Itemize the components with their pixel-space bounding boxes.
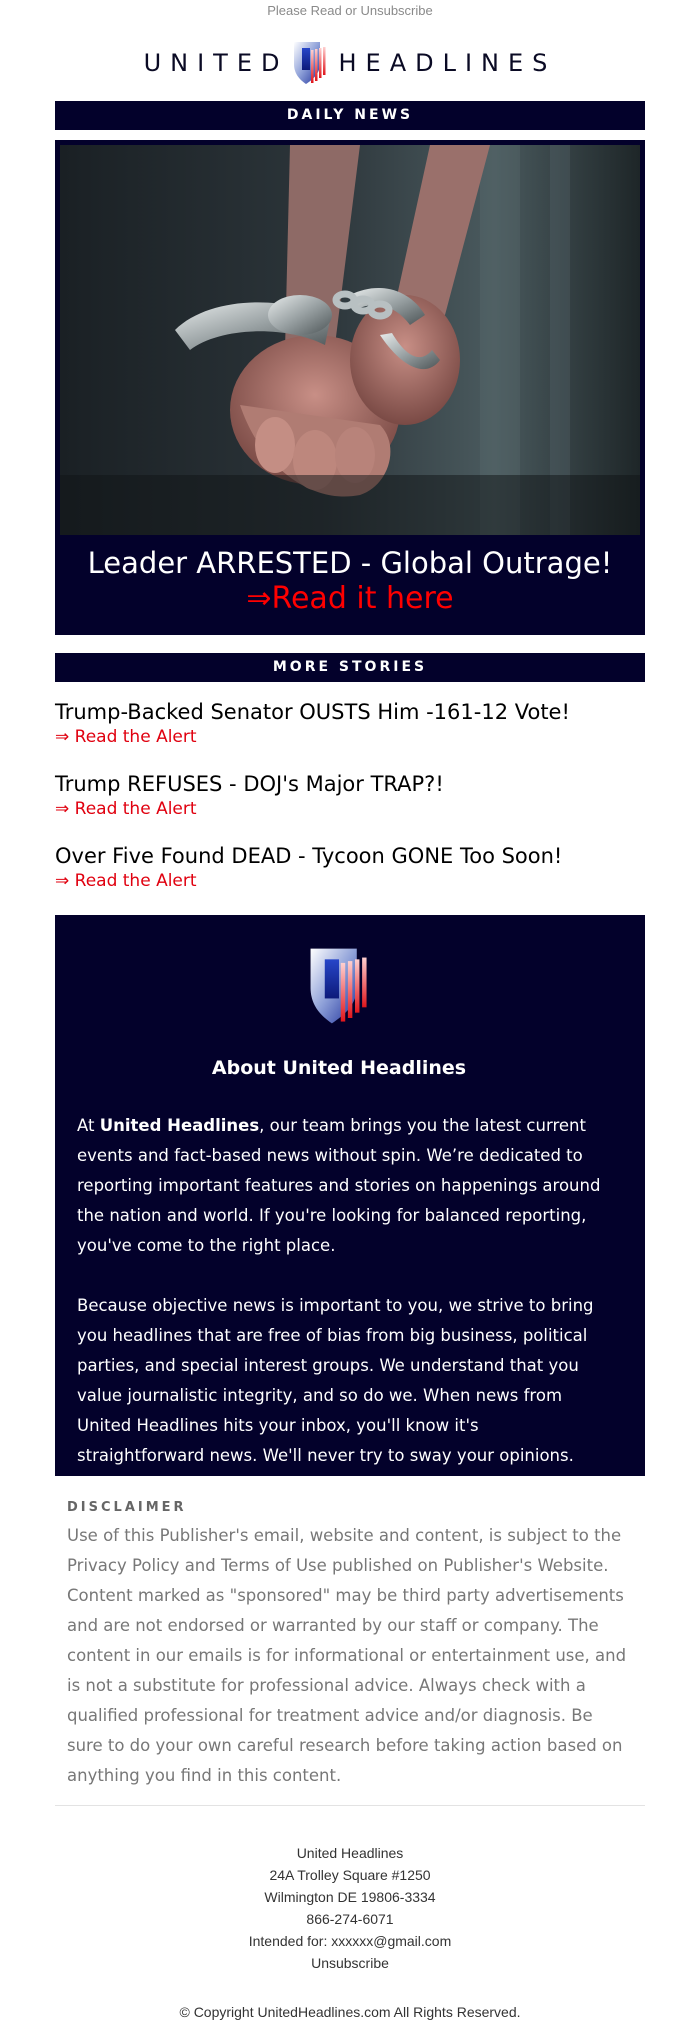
hero-headline[interactable]: Leader ARRESTED - Global Outrage! [87, 546, 613, 580]
email-body [55, 101, 645, 2020]
story-title[interactable]: Trump REFUSES - DOJ's Major TRAP?! [55, 772, 444, 796]
list-item [55, 771, 645, 820]
about-paragraph-2: Because objective news is important to you, we strive to bring you headlines that are free of bias from big business, political parties, and special interest groups. We understand that you value journalistic integrity, and so do we. When news from United Headlines hits your inbox, you'll know it's straightforward news. We'll never try to sway your opinions. [77, 1296, 594, 1465]
disclaimer-text: Use of this Publisher's email, website and content, is subject to the Privacy Policy and Terms of Use published on Publisher's Website. Content marked as "sponsored" may be third party advertisements and are not endorsed or warranted by our staff or company. The content in our emails is for informational or entertainment use, and is not a substitute for professional advice. Always check with a qualified professional for treatment advice and/or diagnosis. Be sure to do your own careful research before taking action based on anything you find in this content. [67, 1526, 627, 1785]
copyright: © Copyright UnitedHeadlines.com All Rights Reserved. [179, 2004, 521, 2020]
about-p1-rest: , our team brings you the latest current events and fact-based news without spin. We’re dedicated to reporting important features and stories on happenings around the nation and world. If you're looking for balanced reporting, you've come to the right place. [77, 1116, 601, 1255]
footer-address-1: 24A Trolley Square #1250 [269, 1867, 431, 1883]
disclaimer-title: DISCLAIMER [67, 1500, 187, 1515]
story-list [55, 699, 645, 892]
handcuffed-hands-image[interactable] [60, 145, 640, 535]
list-item [55, 699, 645, 748]
read-alert-link[interactable]: ⇒ Read the Alert [55, 727, 197, 747]
list-item [55, 843, 645, 892]
about-paragraph-1 [77, 1111, 601, 1261]
divider [55, 1805, 645, 1806]
footer [55, 1842, 645, 1974]
about-p1-brand: United Headlines [99, 1116, 260, 1135]
more-stories-bar: MORE STORIES [55, 653, 645, 682]
daily-news-bar: DAILY NEWS [55, 101, 645, 130]
brand-word-headlines: HEADLINES [338, 49, 557, 77]
brand-logo[interactable] [0, 40, 700, 86]
unsubscribe-link[interactable]: Unsubscribe [311, 1955, 389, 1971]
footer-company: United Headlines [296, 1845, 404, 1861]
story-title[interactable]: Over Five Found DEAD - Tycoon GONE Too Soon! [55, 844, 563, 868]
about-title: About United Headlines [211, 1057, 467, 1079]
hero-read-link[interactable]: ⇒Read it here [246, 581, 454, 616]
footer-address-2: Wilmington DE 19806-3334 [264, 1889, 436, 1905]
shield-logo-icon [292, 40, 328, 86]
story-title[interactable]: Trump-Backed Senator OUSTS Him -161-12 Vote! [55, 700, 570, 724]
read-alert-link[interactable]: ⇒ Read the Alert [55, 871, 197, 891]
read-or-unsubscribe-link[interactable]: Please Read or Unsubscribe [267, 3, 433, 18]
top-preheader [0, 0, 700, 23]
about-p1-prefix: At [77, 1116, 100, 1135]
about-section [55, 915, 645, 1476]
footer-intended-for: Intended for: xxxxxx@gmail.com [248, 1933, 452, 1949]
brand-word-united: UNITED [143, 49, 289, 77]
footer-phone: 866-274-6071 [306, 1911, 394, 1927]
shield-logo-icon [307, 945, 371, 1027]
hero-story[interactable] [55, 140, 645, 635]
read-alert-link[interactable]: ⇒ Read the Alert [55, 799, 197, 819]
disclaimer-section [55, 1476, 645, 1791]
